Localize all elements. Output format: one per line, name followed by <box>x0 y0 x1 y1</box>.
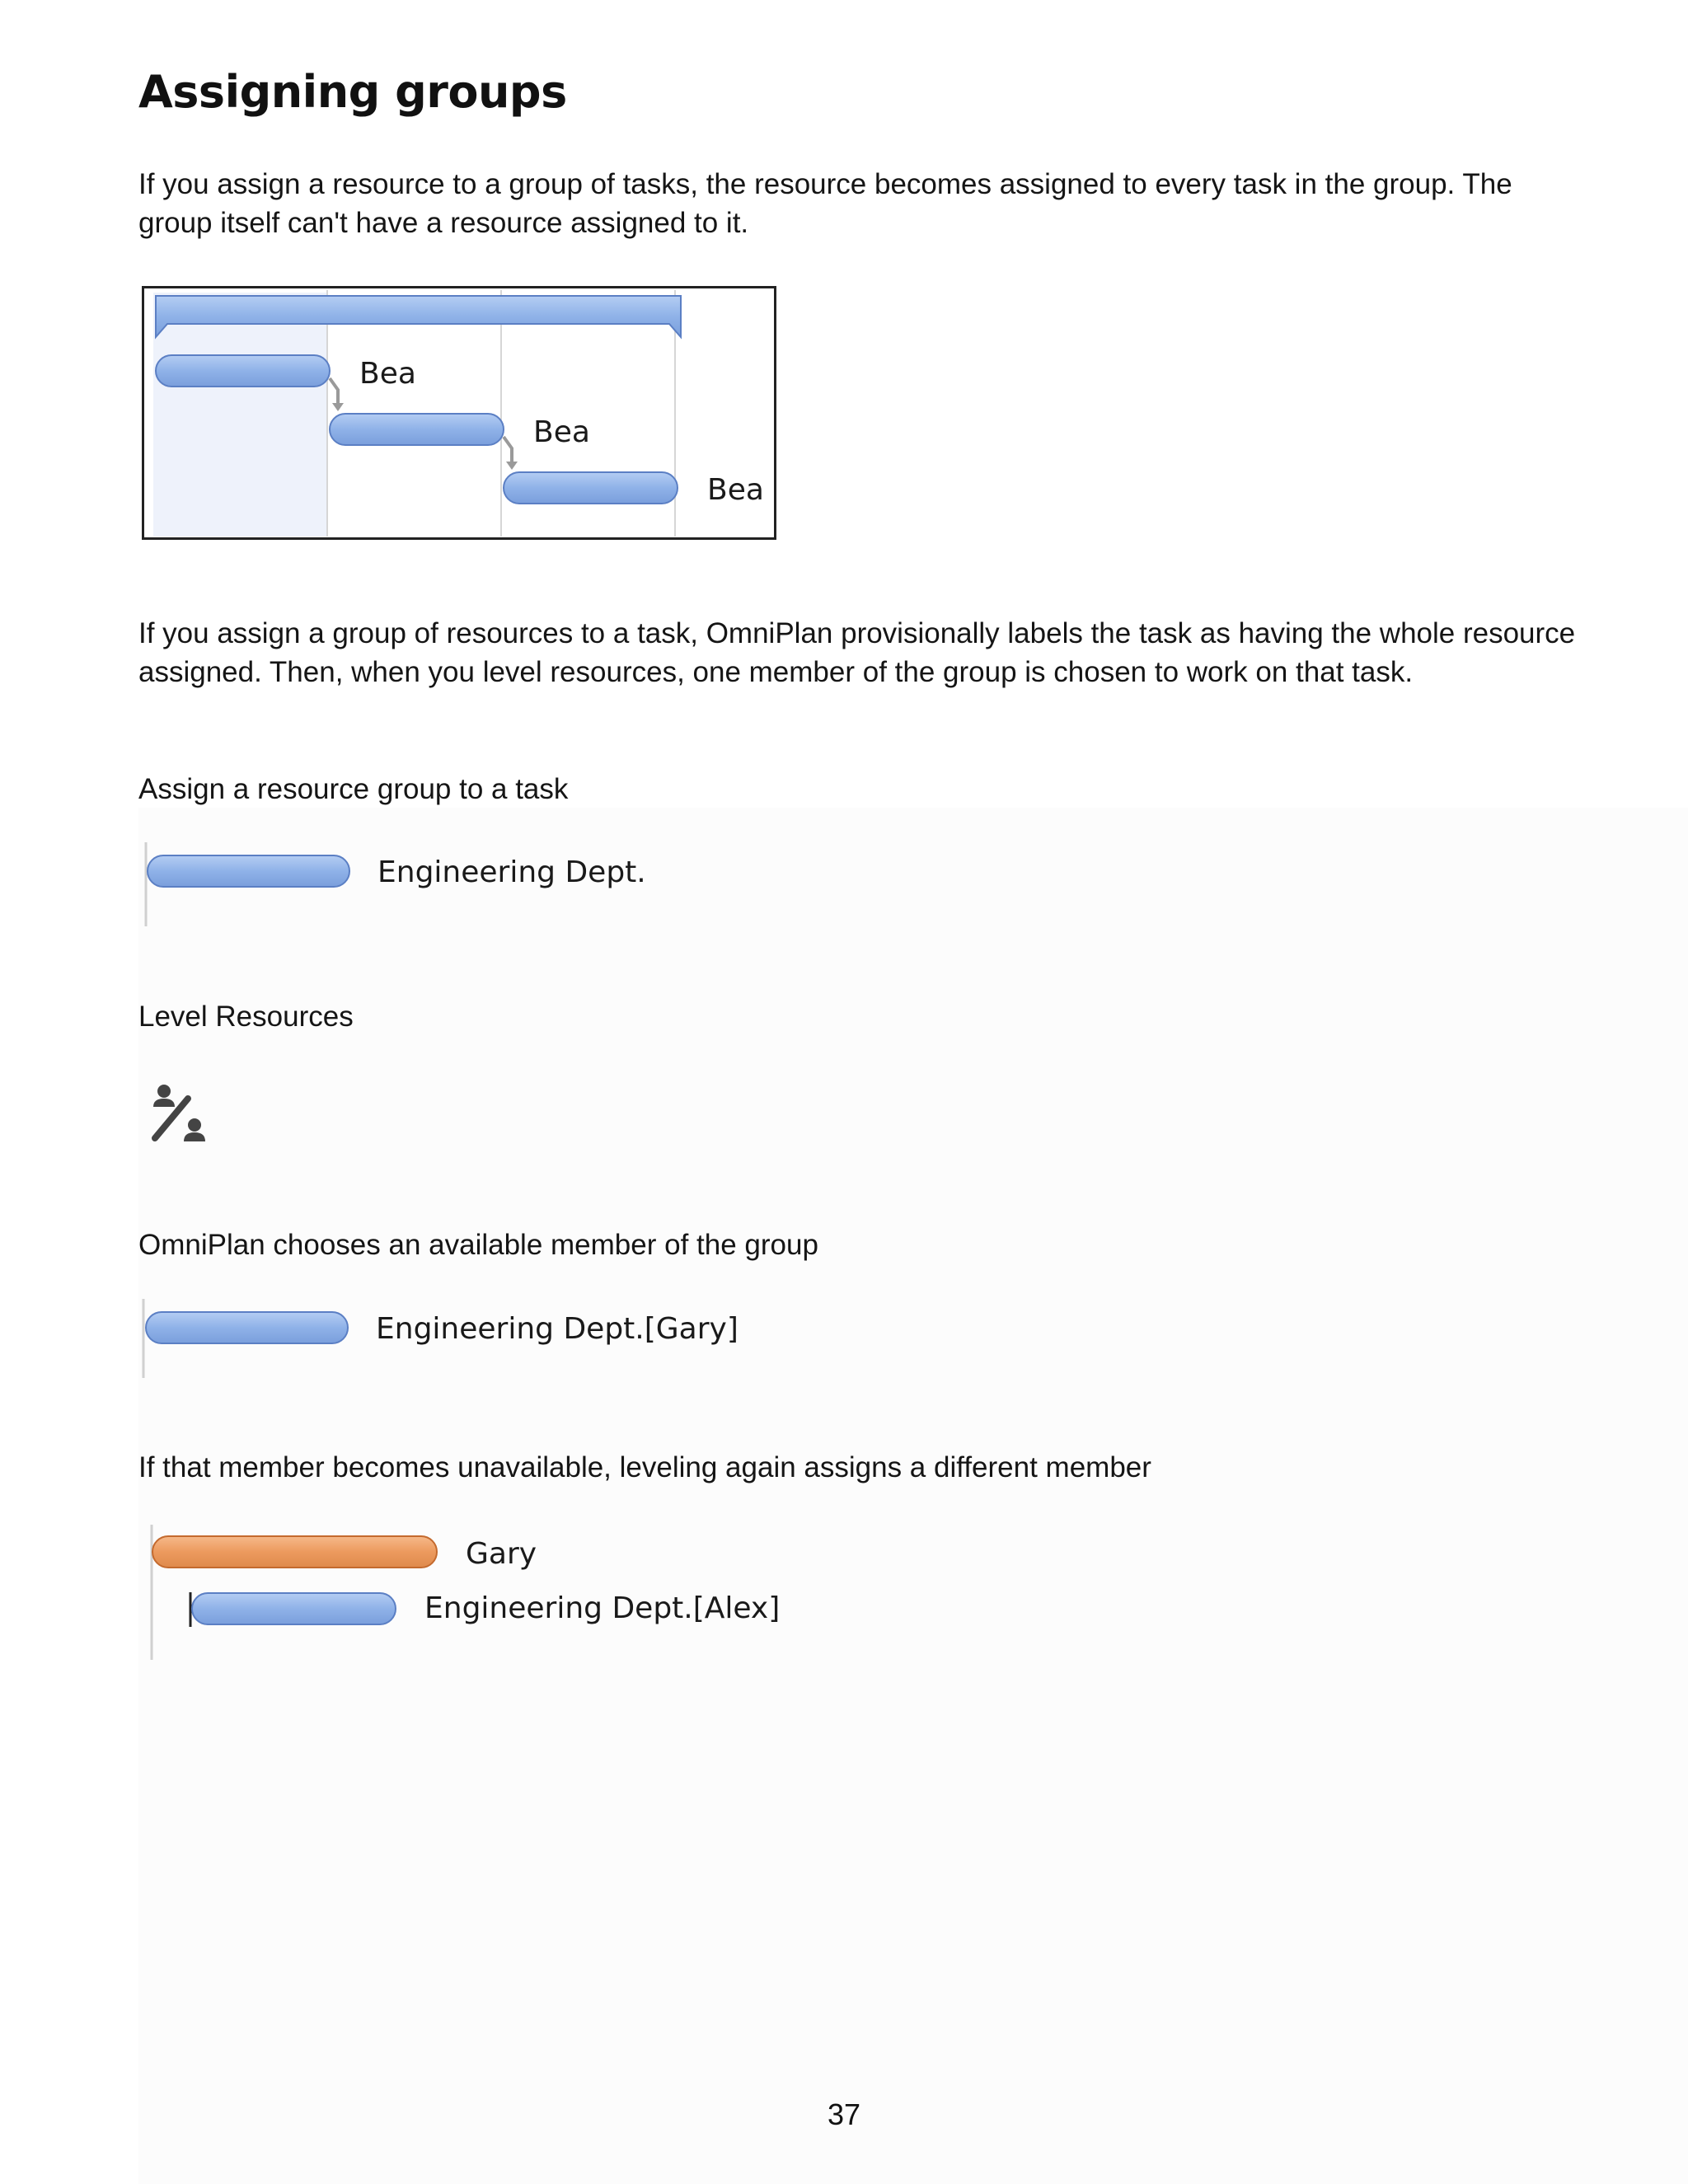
intro-paragraph: If you assign a resource to a group of tasks, the resource becomes assigned to every task in the group. The group itself can't have a resource assigned to it. <box>138 168 1512 239</box>
resource-label: Bea <box>359 357 416 391</box>
member-label: Gary <box>466 1537 537 1571</box>
section-heading: Assigning groups <box>138 66 567 118</box>
task-bar[interactable] <box>156 355 330 387</box>
person-body <box>184 1132 205 1141</box>
task-bar[interactable] <box>330 414 504 445</box>
step-assign-group: Assign a resource group to a task <box>138 773 569 805</box>
person-head <box>157 1085 171 1098</box>
page-number: 37 <box>827 2097 861 2131</box>
person-head <box>188 1118 201 1132</box>
group-resources-paragraph: If you assign a group of resources to a task, OmniPlan provisionally labels the task as having the whole resource assigned. Then, when you level resources, one member of the group is chosen to work on that task. <box>138 617 1576 688</box>
task-bar[interactable] <box>148 855 349 887</box>
step-level-resources: Level Resources <box>138 1001 354 1033</box>
chosen-member-figure <box>138 1296 765 1386</box>
level-resources-icon[interactable] <box>147 1082 213 1148</box>
reassigned-figure <box>148 1521 808 1661</box>
group-tasks-figure <box>142 286 776 541</box>
step-reassign: If that member becomes unavailable, leveling again assigns a different member <box>138 1451 1151 1483</box>
resource-group-label: Engineering Dept. <box>377 855 646 889</box>
assigned-member-label: Engineering Dept.[Gary] <box>376 1312 738 1346</box>
resource-label: Bea <box>533 415 590 449</box>
assign-group-figure <box>140 841 684 931</box>
task-bar[interactable] <box>192 1593 396 1624</box>
reassigned-member-label: Engineering Dept.[Alex] <box>424 1591 781 1625</box>
task-bar[interactable] <box>504 472 678 504</box>
conflicting-task-bar[interactable] <box>152 1536 437 1568</box>
task-bar[interactable] <box>146 1312 348 1343</box>
person-body <box>153 1099 175 1107</box>
step-chosen-member: OmniPlan chooses an available member of the group <box>138 1229 818 1261</box>
highlight-column <box>153 293 327 537</box>
resource-label: Bea <box>707 473 764 507</box>
